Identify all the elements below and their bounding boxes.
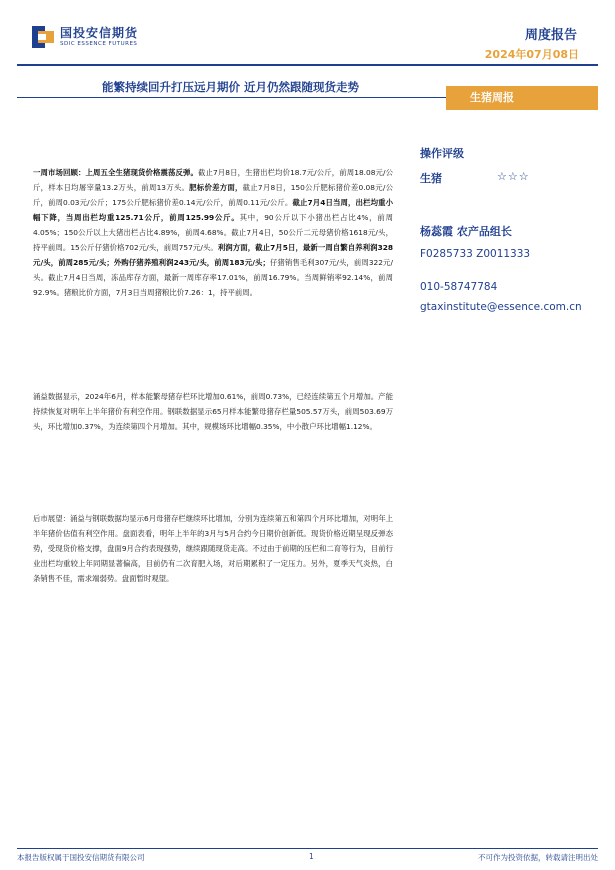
rating-stars-icon: ☆☆☆ <box>497 170 530 183</box>
page-number: 1 <box>309 852 314 861</box>
rating-row <box>420 170 610 186</box>
footer-copyright: 本报告版权属于国投安信期货有限公司 <box>17 853 145 862</box>
bold-text-segment: 一周市场回顾：上周五全生猪现货价格震荡反弹。 <box>33 168 198 177</box>
header-divider <box>17 64 598 66</box>
analyst-email[interactable]: gtaxinstitute@essence.com.cn <box>420 301 582 313</box>
text-segment: 其中，90公斤以下小猪出栏占比4%，前周4.05%；150公斤以上大猪出栏占比4.89%，前周4.68%。截止7月4日，50公斤二元母猪价格1618元/头，持平前周。15公斤仔猪价格702元/头，前周757元/头。 <box>33 213 393 252</box>
logo-mark-icon <box>32 26 54 48</box>
outlook-text: 后市展望：涌益与钢联数据均显示6月母猪存栏继续环比增加，分别为连续第五和第四个月环比增加，对明年上半年猪价估值有利空作用。盘面表看，明年上半年的3月与5月合约今日期价创新低。现货价格近期呈现反弹态势，受现货价格支撑，盘面9月合约表现强势，继续跟随现货走高。不过由于前期的压栏和二育等行为，目前行业出栏均重较上年同期显著偏高，目前仍有二次育肥入场，对后期累积了一定压力。另外，夏季天气炎热，白条销售不佳，需求端弱势。盘面暂时观望。 <box>33 514 393 583</box>
text-segment: 截止7月8日，150公斤肥标猪价差0.08元/公斤，前周0.03元/公斤；175公斤肥标猪价差0.14元/公斤，前周0.11元/公斤。 <box>33 183 393 207</box>
sow-data-paragraph <box>33 389 393 434</box>
report-date: 2024年07月08日 <box>484 48 579 61</box>
title-underline <box>17 97 447 98</box>
logo-name-cn: 国投安信期货 <box>60 25 139 40</box>
analyst-phone: 010-58747784 <box>420 281 498 293</box>
sidebar <box>420 145 610 313</box>
footer-divider <box>17 848 598 849</box>
analyst-cert: F0285733 Z0011333 <box>420 248 531 260</box>
company-logo <box>32 26 138 48</box>
text-segment: 截止7月8日，生猪出栏均价18.7元/公斤，前周18.08元/公斤，样本日均屠宰量13.2万头，前周13万头。 <box>33 168 393 192</box>
footer-disclaimer: 不可作为投资依据，转载请注明出处 <box>478 853 598 862</box>
rating-product: 生猪 <box>420 172 442 185</box>
logo-name-en: SDIC ESSENCE FUTURES <box>60 40 138 47</box>
market-review-paragraph <box>33 165 393 300</box>
report-badge: 生猪周报 <box>446 86 598 110</box>
sow-data-text: 涌益数据显示，2024年6月，样本能繁母猪存栏环比增加0.61%，前周0.73%，已经连续第五个月增加。产能持续恢复对明年上半年猪价有利空作用。钢联数据显示65月样本能繁母猪存栏量505.57万头，前周503.69万头，环比增加0.37%，为连续第四个月增加。其中，规模场环比增幅0.35%，中小散户环比增幅1.12%。 <box>33 392 393 431</box>
market-review-text <box>33 165 393 300</box>
report-type: 周度报告 <box>524 28 577 43</box>
outlook-paragraph <box>33 511 393 586</box>
bold-text-segment: 截止7月4日当周，出栏均重小幅下降，当周出栏均重125.71公斤，前周125.99公斤。 <box>33 198 393 222</box>
rating-heading: 操作评级 <box>420 147 464 160</box>
bold-text-segment: 肥标价差方面， <box>189 183 243 192</box>
analyst-name: 杨蕊霞 农产品组长 <box>420 225 512 238</box>
page-title: 能繁持续回升打压远月期价 近月仍然跟随现货走势 <box>102 80 360 94</box>
text-segment: 仔猪销售毛利307元/头，前周322元/头。截止7月4日当周，冻品库存方面，最新一周库存率17.01%，前周16.79%。当周鲜销率92.14%，前周92.9%。猪粮比价方面，7月3日当周猪粮比价7.26：1，持平前周。 <box>33 258 393 297</box>
bold-text-segment: 利润方面，截止7月5日，最新一周自繁自养利润328元/头，前周285元/头；外购仔猪养殖利润243元/头，前周183元/头； <box>33 243 393 267</box>
